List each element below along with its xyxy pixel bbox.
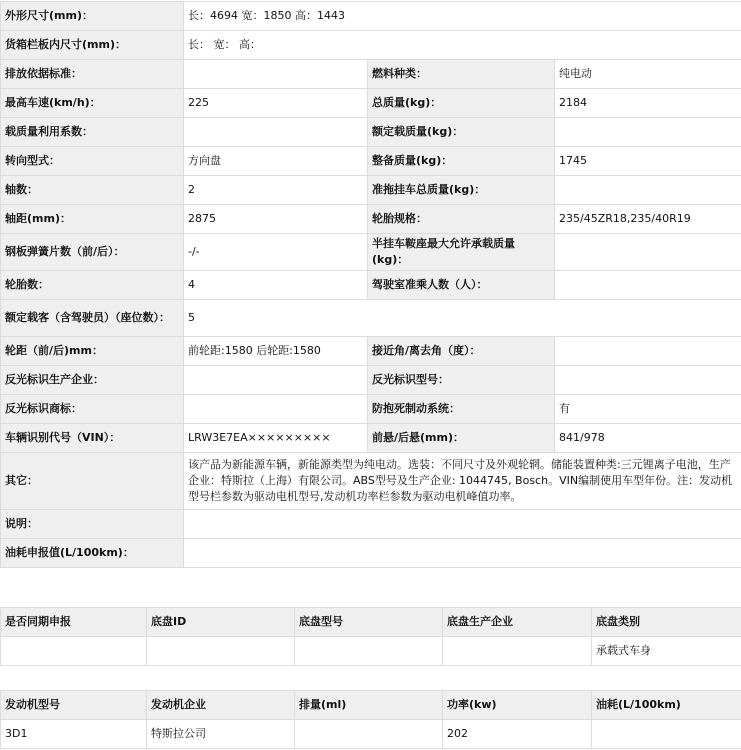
value-trailer-mass: [555, 176, 741, 205]
label-axle-count: 轴数：: [1, 176, 184, 205]
spec-row: [1, 395, 741, 424]
table-cell: 202: [443, 720, 592, 749]
table-cell: [295, 637, 443, 666]
label-rated-passengers: 额定载客（含驾驶员）（座位数）：: [1, 300, 184, 337]
label-gross-mass: 总质量(kg)：: [368, 89, 555, 118]
value-rated-load: [555, 118, 741, 147]
value-cargo-box-dimensions: 长： 宽： 高：: [184, 31, 741, 60]
column-header: 发动机企业: [147, 691, 295, 720]
value-reflector-model: [555, 366, 741, 395]
column-header: 底盘类别: [592, 608, 741, 637]
label-reflector-maker: 反光标识生产企业：: [1, 366, 184, 395]
label-tire-spec: 轮胎规格：: [368, 205, 555, 234]
spec-row: [1, 118, 741, 147]
label-notes: 说明：: [1, 510, 184, 539]
label-abs: 防抱死制动系统：: [368, 395, 555, 424]
label-vin: 车辆识别代号（VIN）：: [1, 424, 184, 453]
label-other: 其它：: [1, 453, 184, 510]
label-fuel-consumption: 油耗申报值(L/100km)：: [1, 539, 184, 568]
spec-row: [1, 366, 741, 395]
value-track-width: 前轮距:1580 后轮距:1580: [184, 337, 368, 366]
value-overall-dimensions: 长：4694 宽：1850 高：1443: [184, 2, 741, 31]
value-tire-count: 4: [184, 271, 368, 300]
value-cab-capacity: [555, 271, 741, 300]
label-load-utilization: 载质量利用系数：: [1, 118, 184, 147]
value-leaf-springs: -/-: [184, 234, 368, 271]
label-max-speed: 最高车速(km/h)：: [1, 89, 184, 118]
value-rated-passengers: 5: [184, 300, 741, 337]
spec-row: [1, 424, 741, 453]
table-row: [1, 720, 741, 749]
spec-row: [1, 89, 741, 118]
spec-row-fuel-consumption: [1, 539, 741, 568]
label-approach-departure-angle: 接近角/离去角（度）：: [368, 337, 555, 366]
value-emission-standard: [184, 60, 368, 89]
value-wheelbase: 2875: [184, 205, 368, 234]
column-header: 排量(ml): [295, 691, 443, 720]
value-max-speed: 225: [184, 89, 368, 118]
spec-row-remarks: [1, 453, 741, 510]
chassis-header-row: [1, 608, 741, 637]
spec-row: [1, 271, 741, 300]
label-overall-dimensions: 外形尺寸(mm)：: [1, 2, 184, 31]
spec-row-notes: [1, 510, 741, 539]
value-vin: LRW3E7EA×××××××××: [184, 424, 368, 453]
column-header: 是否同期申报: [1, 608, 147, 637]
label-fuel-type: 燃料种类：: [368, 60, 555, 89]
table-cell: 3D1: [1, 720, 147, 749]
column-header: 发动机型号: [1, 691, 147, 720]
engine-header-row: [1, 691, 741, 720]
chassis-table: [0, 607, 741, 666]
value-reflector-brand: [184, 395, 368, 424]
label-reflector-model: 反光标识型号：: [368, 366, 555, 395]
value-steering-type: 方向盘: [184, 147, 368, 176]
table-cell: [443, 637, 592, 666]
spec-row-dimensions: [1, 2, 741, 31]
label-rated-load: 额定载质量(kg)：: [368, 118, 555, 147]
spec-row: [1, 176, 741, 205]
label-saddle-load: 半挂车鞍座最大允许承载质量(kg)：: [368, 234, 555, 271]
value-fuel-consumption: [184, 539, 741, 568]
table-cell: [592, 720, 741, 749]
spec-row-seating: [1, 300, 741, 337]
label-reflector-brand: 反光标识商标：: [1, 395, 184, 424]
spec-row: [1, 234, 741, 271]
value-other: 该产品为新能源车辆，新能源类型为纯电动。选装：不同尺寸及外观轮辋。储能装置种类:三元锂离子电池，生产企业：特斯拉（上海）有限公司。ABS型号及生产企业: 1044745, Bosch。VIN编制使用车型年份。注：发动机型号栏参数为驱动电机型号,发动机功率栏参数为驱动电机峰值功率。: [184, 453, 741, 510]
label-emission-standard: 排放依据标准：: [1, 60, 184, 89]
label-steering-type: 转向型式：: [1, 147, 184, 176]
value-load-utilization: [184, 118, 368, 147]
spec-row: [1, 205, 741, 234]
value-abs: 有: [555, 395, 741, 424]
value-reflector-maker: [184, 366, 368, 395]
value-overhang: 841/978: [555, 424, 741, 453]
spec-row: [1, 147, 741, 176]
value-curb-weight: 1745: [555, 147, 741, 176]
value-fuel-type: 纯电动: [555, 60, 741, 89]
table-cell: [1, 637, 147, 666]
label-tire-count: 轮胎数：: [1, 271, 184, 300]
value-gross-mass: 2184: [555, 89, 741, 118]
value-axle-count: 2: [184, 176, 368, 205]
spec-row: [1, 60, 741, 89]
spec-row: [1, 337, 741, 366]
column-header: 底盘生产企业: [443, 608, 592, 637]
vehicle-spec-table: [0, 1, 741, 568]
label-cargo-box-dimensions: 货箱栏板内尺寸(mm)：: [1, 31, 184, 60]
table-cell: [147, 637, 295, 666]
value-saddle-load: [555, 234, 741, 271]
value-notes: [184, 510, 741, 539]
column-header: 功率(kw): [443, 691, 592, 720]
table-cell: [295, 720, 443, 749]
value-tire-spec: 235/45ZR18,235/40R19: [555, 205, 741, 234]
label-track-width: 轮距（前/后)mm：: [1, 337, 184, 366]
engine-table: [0, 690, 741, 749]
label-trailer-mass: 准拖挂车总质量(kg)：: [368, 176, 555, 205]
column-header: 底盘型号: [295, 608, 443, 637]
table-cell: 承载式车身: [592, 637, 741, 666]
table-row: [1, 637, 741, 666]
table-cell: 特斯拉公司: [147, 720, 295, 749]
value-approach-departure-angle: [555, 337, 741, 366]
label-wheelbase: 轴距(mm)：: [1, 205, 184, 234]
column-header: 油耗(L/100km): [592, 691, 741, 720]
label-overhang: 前悬/后悬(mm)：: [368, 424, 555, 453]
label-leaf-springs: 钢板弹簧片数（前/后）：: [1, 234, 184, 271]
label-curb-weight: 整备质量(kg)：: [368, 147, 555, 176]
label-cab-capacity: 驾驶室准乘人数（人）：: [368, 271, 555, 300]
spec-row-cargo-box: [1, 31, 741, 60]
column-header: 底盘ID: [147, 608, 295, 637]
